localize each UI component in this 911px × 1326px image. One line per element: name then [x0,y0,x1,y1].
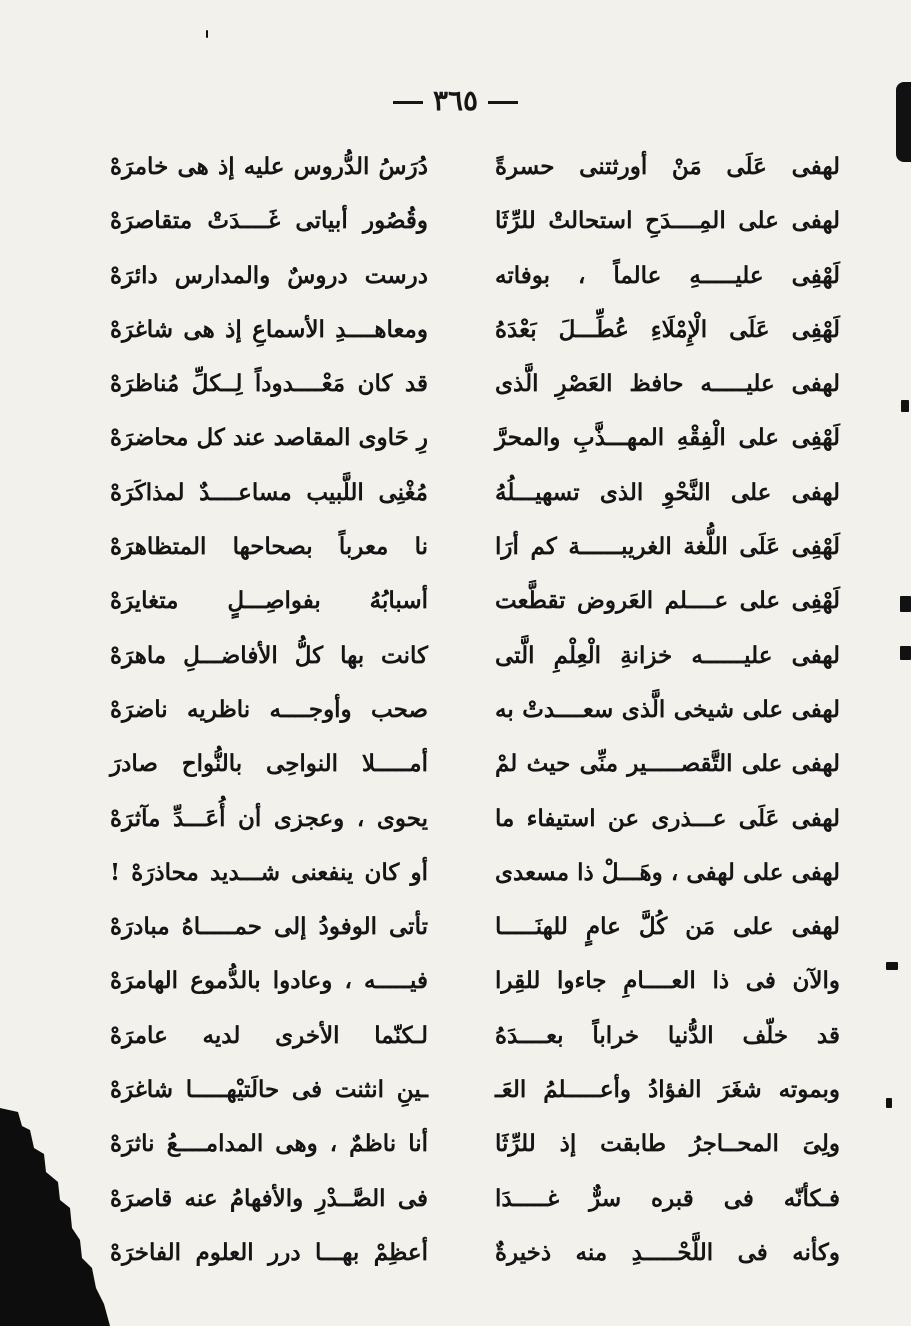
verse [110,303,840,357]
verse-second-hemistich: رِ حَاوى المقاصد عند كل محاضرَهْ [110,424,428,452]
scan-speck [900,646,911,660]
verse-second-hemistich: لـكنّما الأخرى لديه عامرَهْ [110,1021,428,1049]
verse-second-hemistich: فيـــــه ، وعادوا بالدُّموع الهامرَهْ [110,967,428,995]
verse-second-hemistich: أنا ناظمٌ ، وهى المدامــــعُ ناثرَهْ [110,1130,428,1158]
verse-second-hemistich: دُرَسُ الدُّروس عليه إذ هى خامرَهْ [110,153,428,180]
torn-page-corner [0,1108,110,1326]
verse-first-hemistich: لَهْفِى عَلَى اللُّغة الغريبــــــة كم أرَا [495,533,840,561]
scan-speck [206,30,208,38]
dash-right [488,101,518,104]
verse [110,1063,840,1117]
verse [110,466,840,520]
verse-first-hemistich: لهفى عَلَى مَنْ أورثتنى حسرةً [495,153,840,180]
verse [110,140,840,194]
verse-first-hemistich: لهفى على مَن كُلَّ عامٍ للهنَـــــا [495,913,840,941]
binding-shadow [896,82,911,162]
verse-first-hemistich: لَهْفِى على الْفِقْهِ المهـــذَّبِ والمحرَّ [495,424,840,452]
dash-left [393,101,423,104]
page-number-text: ٣٦٥ [432,84,479,117]
verse-first-hemistich: لهفى على المِــــدَحِ استحالتْ للرِّثَا [495,207,840,235]
scan-speck [886,962,898,970]
verse-first-hemistich: وكأنه فى اللَّحْـــــدِ منه ذخيرةٌ [495,1238,840,1266]
verse-second-hemistich: مُغْنِى اللَّبيب مساعــــدٌ لمذاكَرَهْ [110,478,428,506]
verse [110,683,840,737]
verse [110,1172,840,1226]
verse-second-hemistich: يحوى ، وعجزى أن أُعَـــدِّ مآثرَهْ [110,804,428,832]
verse-second-hemistich: أمـــــلا النواحِى بالنُّواح صادرَ [110,750,428,778]
verse [110,792,840,846]
verse [110,846,840,900]
verse-first-hemistich: لَهْفِى عليـــــهِ عالماً ، بوفاته [495,261,840,289]
page-number [0,84,911,117]
verse [110,194,840,248]
verse-second-hemistich: تأتى الوفودُ إلى حمـــــاهُ مبادرَهْ [110,913,428,941]
verse-first-hemistich: لهفى على لهفى ، وهَـــلْ ذا مسعدى [495,858,840,886]
verse [110,629,840,683]
verse [110,520,840,574]
verse-first-hemistich: لهفى على النَّحْوِ الذى تسهيـــلُهُ [495,478,840,506]
verse [110,954,840,1008]
verse-second-hemistich: أعظِمْ بهـــا درر العلوم الفاخرَهْ [110,1238,428,1266]
verse [110,574,840,628]
verse [110,900,840,954]
verse-second-hemistich: نا معرباً بصحاحها المتظاهرَهْ [110,533,428,561]
verse-second-hemistich: وقُصُور أبياتى غَــــدَتْ متقاصرَهْ [110,207,428,235]
verse-first-hemistich: ولِىَ المحــاجرُ طابقت إذ للرِّثَا [495,1130,840,1158]
poem [110,140,840,1280]
verse-first-hemistich: والآن فى ذا العــــامِ جاءوا للقِرا [495,967,840,995]
verse-second-hemistich: ـينِ انثنت فى حالَتيْهـــــا شاغرَهْ [110,1076,428,1104]
verse-second-hemistich: صحب وأوجــــه ناظريه ناضرَهْ [110,695,428,723]
verse-first-hemistich: فـكأنّه فى قبره سرٌّ غـــــدَا [495,1184,840,1212]
scan-speck [900,596,911,612]
verse-first-hemistich: لهفى عَلَى عـــذرى عن استيفاء ما [495,804,840,832]
verse-first-hemistich: لَهْفِى على عــــلم العَروض تقطَّعت [495,587,840,615]
verse [110,1117,840,1171]
verse [110,357,840,411]
verse-first-hemistich: قد خلّف الدُّنيا خراباً بعــــدَهُ [495,1021,840,1049]
verse-second-hemistich: كانت بها كلُّ الأفاضـــلِ ماهرَهْ [110,641,428,669]
verse-second-hemistich: أسبابُهُ بفواصِـــلٍ متغايرَهْ [110,587,428,615]
verse [110,1009,840,1063]
verse-second-hemistich: فى الصَّــدْرِ والأفهامُ عنه قاصرَهْ [110,1184,428,1212]
verse [110,737,840,791]
verse-second-hemistich: أو كان ينفعنى شـــديد محاذرَهْ ! [110,858,428,886]
verse-second-hemistich: درست دروسٌ والمدارس دائرَهْ [110,261,428,289]
verse [110,1226,840,1280]
verse-second-hemistich: قد كان مَعْــــدوداً لِــكلِّ مُناظرَهْ [110,370,428,398]
scan-speck [886,1098,892,1108]
verse-first-hemistich: لهفى على شيخى الَّذى سعــــدتْ به [495,695,840,723]
verse-first-hemistich: وبموته شغَرَ الفؤادُ وأعـــــلمُ العَـ [495,1076,840,1104]
scan-speck [901,400,909,412]
verse [110,411,840,465]
verse-second-hemistich: ومعاهــــدِ الأسماعِ إذ هى شاغرَهْ [110,315,428,343]
verse-first-hemistich: لهفى عليـــــه حافظ العَصْرِ الَّذى [495,370,840,398]
verse-first-hemistich: لَهْفِى عَلَى الْإِمْلَاءِ عُطِّـــلَ بَعْدَهُ [495,315,840,343]
verse [110,249,840,303]
verse-first-hemistich: لهفى على التَّقصـــــير منِّى حيث لمْ [495,750,840,778]
verse-first-hemistich: لهفى عليــــــه خزانةِ الْعِلْمِ الَّتى [495,641,840,669]
